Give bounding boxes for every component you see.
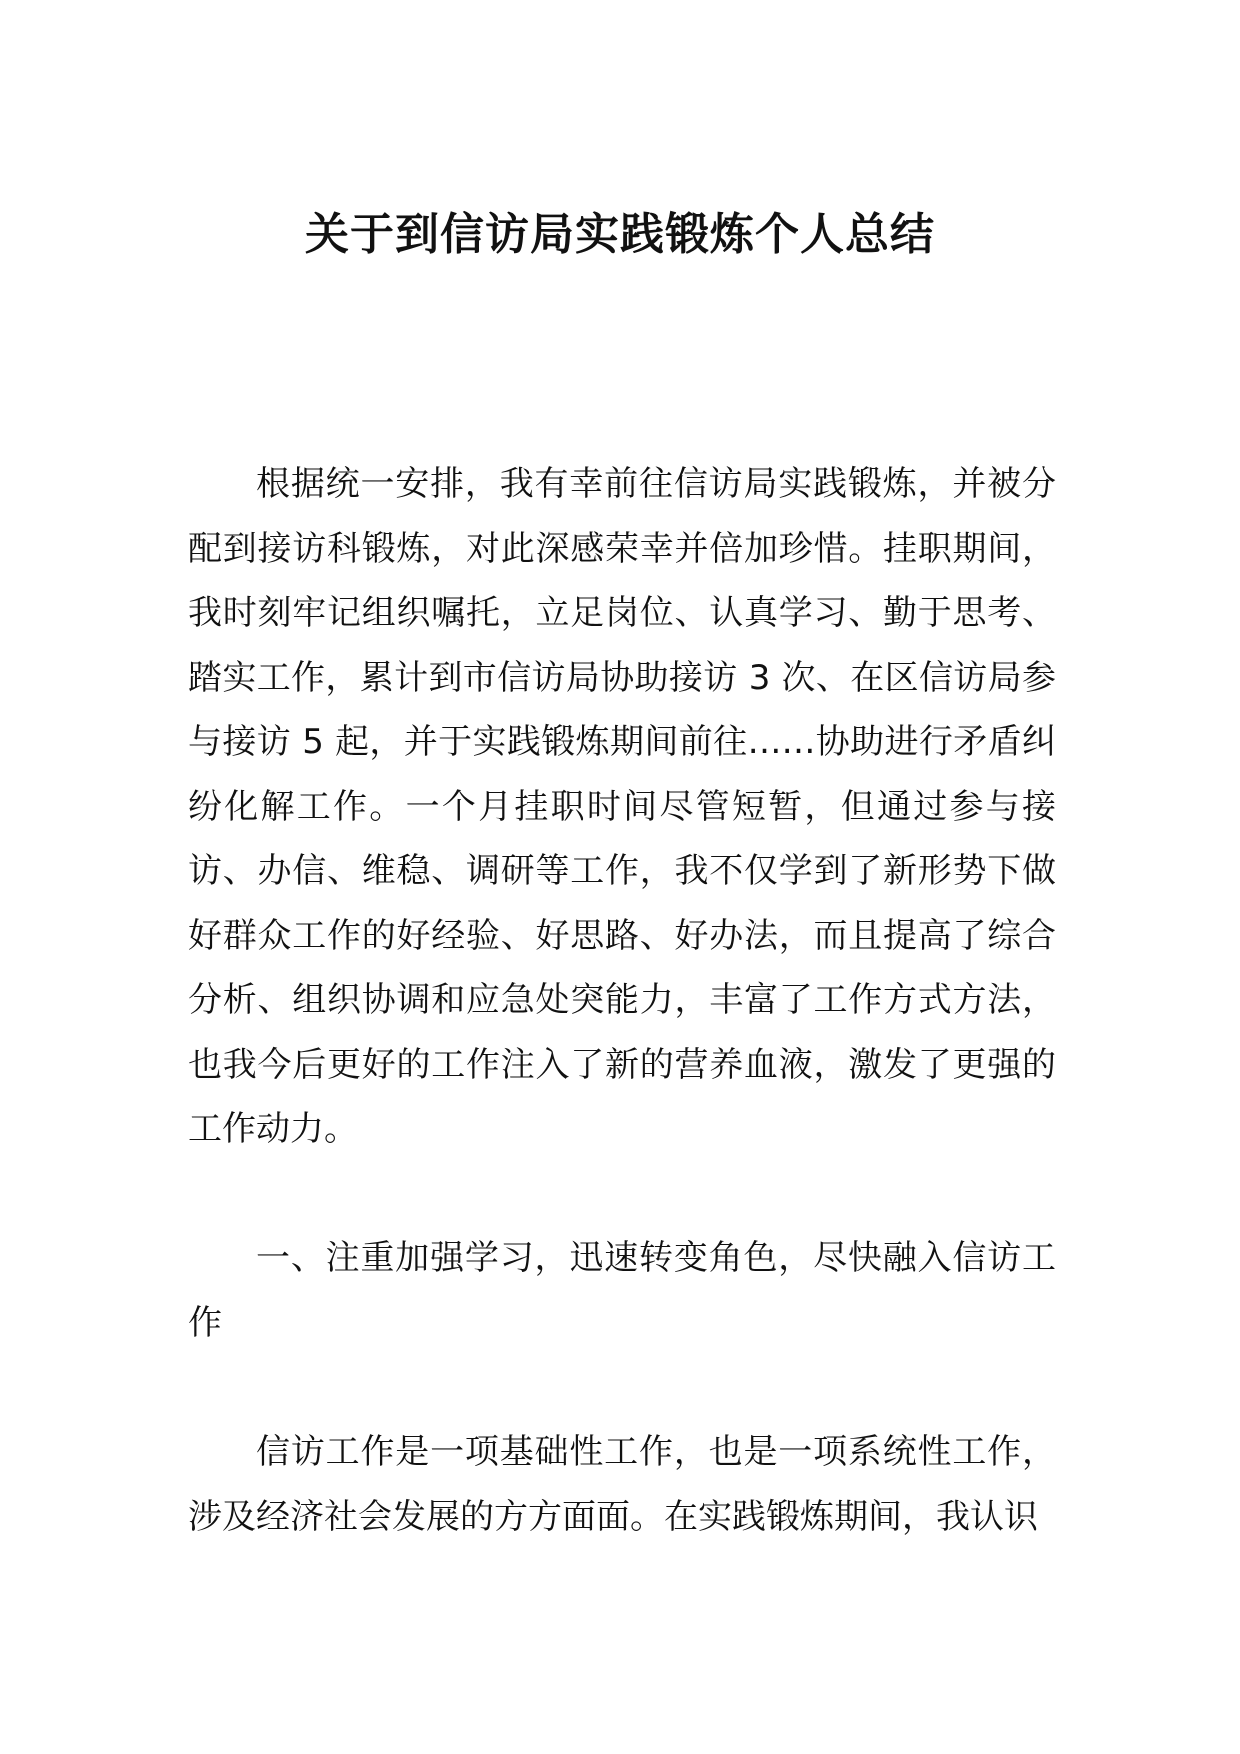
document-title: 关于到信访局实践锻炼个人总结	[305, 209, 935, 260]
section-1-paragraph: 信访工作是一项基础性工作，也是一项系统性工作，涉及经济社会发展的方方面面。在实践锻炼期间，我认识	[188, 1432, 1056, 1537]
section-heading-1: 一、注重加强学习，迅速转变角色，尽快融入信访工作	[188, 1238, 1056, 1343]
intro-paragraph: 根据统一安排，我有幸前往信访局实践锻炼，并被分配到接访科锻炼，对此深感荣幸并倍加珍惜。挂职期间，我时刻牢记组织嘱托，立足岗位、认真学习、勤于思考、踏实工作，累计到市信访局协助接访 3 次、在区信访局参与接访 5 起，并于实践锻炼期间前往……协助进行矛盾纠纷化解工作。一个月挂职时间尽管短暂，但通过参与接访、办信、维稳、调研等工作，我不仅学到了新形势下做好群众工作的好经验、好思路、好办法，而且提高了综合分析、组织协调和应急处突能力，丰富了工作方式方法，也我今后更好的工作注入了新的营养血液，激发了更强的工作动力。	[188, 464, 1056, 1149]
